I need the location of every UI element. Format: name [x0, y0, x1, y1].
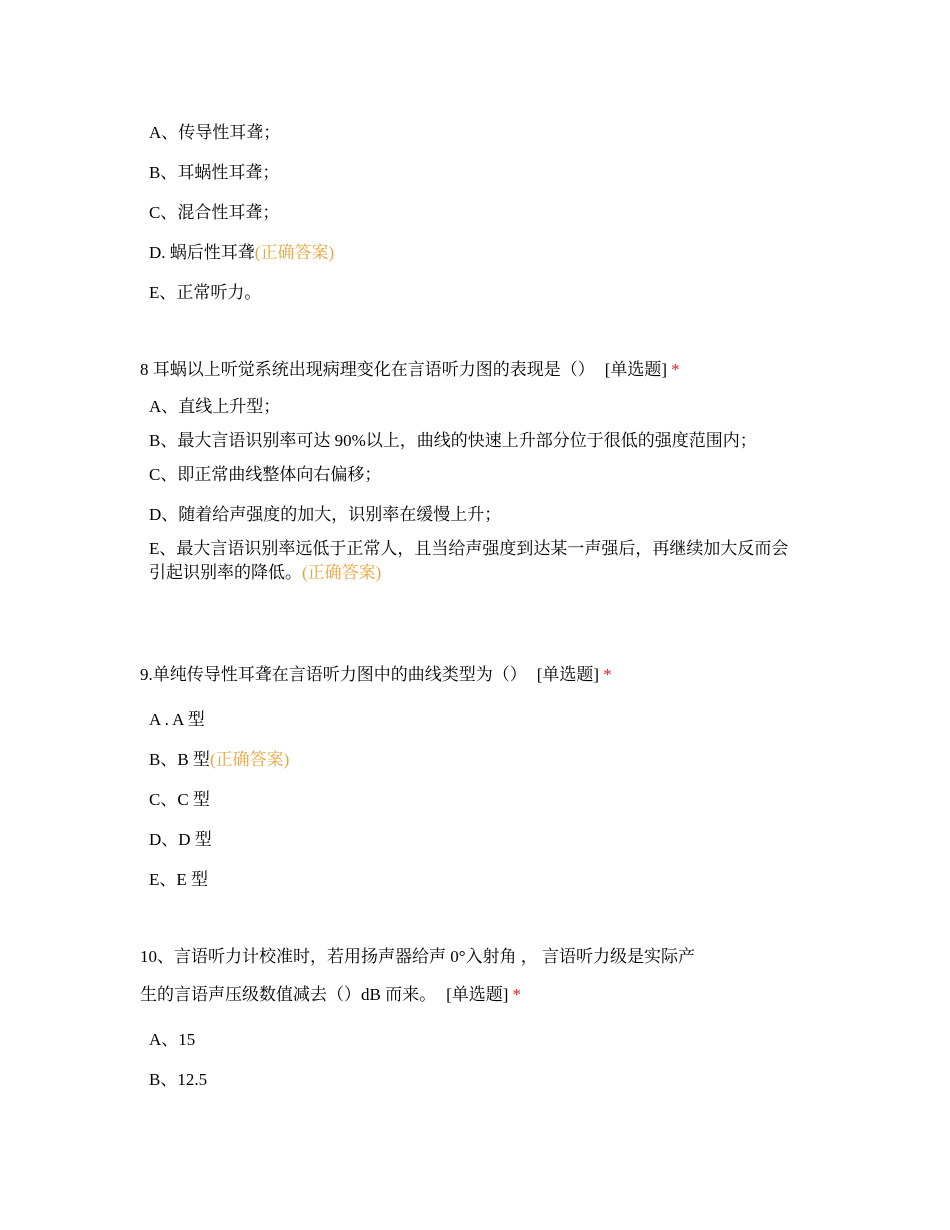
question-10-title: 10、言语听力计校准时，若用扬声器给声 0°入射角 ， 言语听力级是实际产: [140, 947, 696, 966]
required-mark: *: [512, 985, 521, 1004]
option-7d: D. 蜗后性耳聋(正确答案): [149, 243, 335, 262]
required-mark: *: [671, 360, 680, 379]
question-10-title-line2: 生的言语声压级数值减去（）dB 而来。 [单选题] *: [140, 985, 521, 1004]
option-9a: A . A 型: [149, 710, 205, 729]
question-8-title: 8 耳蜗以上听觉系统出现病理变化在言语听力图的表现是（） [单选题] *: [140, 360, 680, 379]
option-7e: E、正常听力。: [149, 283, 262, 302]
correct-answer-label: (正确答案): [302, 563, 382, 582]
option-8e: E、最大言语识别率远低于正常人，且当给声强度到达某一声强后，再继续加大反而会引起识别率的降低。(正确答案): [149, 539, 789, 582]
option-9b: B、B 型(正确答案): [149, 750, 290, 769]
correct-answer-label: (正确答案): [254, 243, 335, 262]
question-10: [140, 938, 820, 1092]
question-type-tag: [单选题]: [446, 985, 509, 1004]
option-9e: E、E 型: [149, 870, 209, 889]
option-10b: B、12.5: [149, 1070, 208, 1089]
option-7c: C、混合性耳聋；: [149, 203, 280, 222]
question-type-tag: [单选题]: [536, 665, 600, 684]
question-8: [140, 351, 820, 585]
option-8c: C、即正常曲线整体向右偏移；: [149, 465, 382, 484]
option-9d: D、D 型: [149, 830, 212, 849]
option-10a: A、15: [149, 1030, 196, 1049]
option-7a: A、传导性耳聋；: [149, 123, 281, 142]
option-7b: B、耳蜗性耳聋；: [149, 163, 280, 182]
option-8d: D、随着给声强度的加大，识别率在缓慢上升；: [149, 505, 502, 524]
option-9c: C、C 型: [149, 790, 210, 809]
correct-answer-label: (正确答案): [209, 750, 290, 769]
question-7: [140, 121, 820, 305]
question-type-tag: [单选题]: [604, 360, 668, 379]
question-9-title: 9.单纯传导性耳聋在言语听力图中的曲线类型为（） [单选题] *: [140, 665, 612, 684]
required-mark: *: [603, 665, 612, 684]
option-8a: A、直线上升型；: [149, 397, 281, 416]
question-9: [140, 656, 820, 892]
option-8b: B、最大言语识别率可达 90%以上，曲线的快速上升部分位于很低的强度范围内；: [149, 431, 757, 450]
